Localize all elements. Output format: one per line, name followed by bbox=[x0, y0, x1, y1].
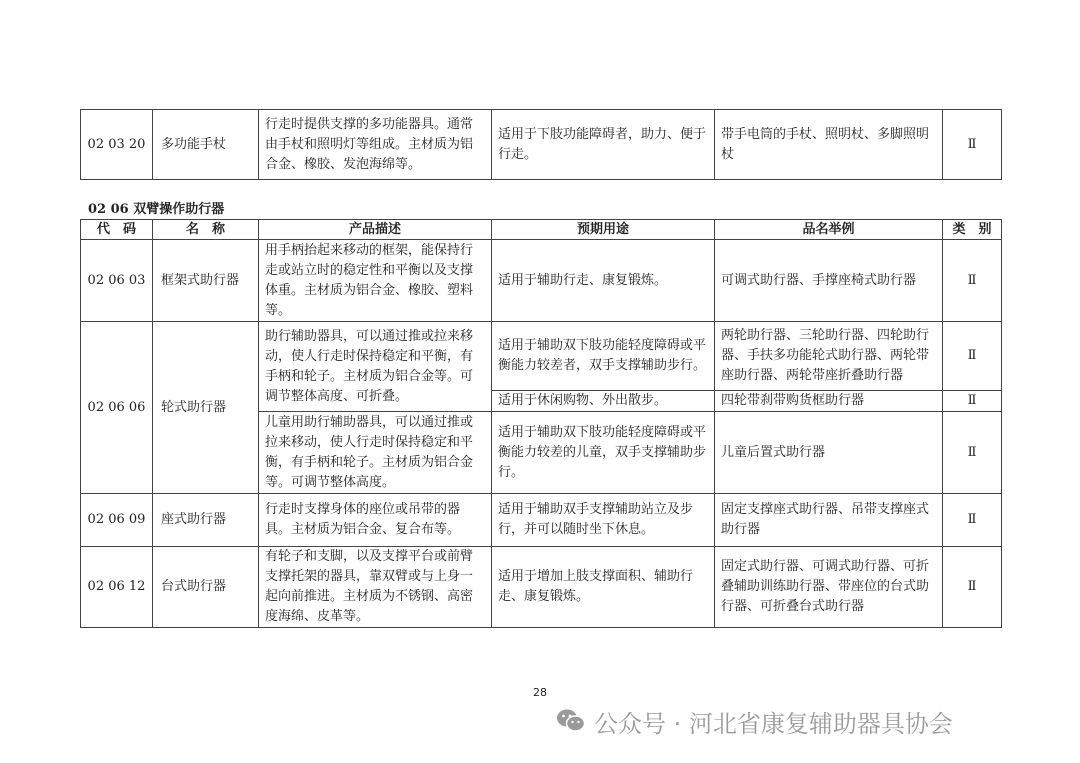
item-class: Ⅱ bbox=[943, 322, 1002, 391]
table-header-row bbox=[81, 220, 1002, 240]
item-description: 助行辅助器具，可以通过推或拉来移动，使人行走时保持稳定和平衡，有手柄和轮子。主材质为铝合金等。可调节整体高度、可折叠。 bbox=[259, 322, 492, 412]
item-code: 02 03 20 bbox=[81, 110, 153, 180]
item-description: 用手柄抬起来移动的框架，能保持行走或站立时的稳定性和平衡以及支撑体重。主材质为铝合金、橡胶、塑料等。 bbox=[259, 240, 492, 322]
item-intended-use: 适用于辅助行走、康复锻炼。 bbox=[492, 240, 715, 322]
header-examples: 品名举例 bbox=[715, 220, 943, 240]
item-class: Ⅱ bbox=[943, 240, 1002, 322]
item-examples: 儿童后置式助行器 bbox=[715, 412, 943, 494]
item-description: 行走时支撑身体的座位或吊带的器具。主材质为铝合金、复合布等。 bbox=[259, 494, 492, 547]
item-name: 轮式助行器 bbox=[153, 322, 259, 494]
item-description: 儿童用助行辅助器具，可以通过推或拉来移动，使人行走时保持稳定和平衡，有手柄和轮子。主材质为铝合金等。可调节整体高度。 bbox=[259, 412, 492, 494]
item-description: 行走时提供支撑的多功能器具。通常由手杖和照明灯等组成。主材质为铝合金、橡胶、发泡海绵等。 bbox=[259, 110, 492, 180]
table-row bbox=[81, 494, 1002, 547]
item-examples: 固定式助行器、可调式助行器、可折叠辅助训练助行器、带座位的台式助行器、可折叠台式助行器 bbox=[715, 547, 943, 628]
item-class: Ⅱ bbox=[943, 412, 1002, 494]
item-intended-use: 适用于辅助双手支撑辅助站立及步行，并可以随时坐下休息。 bbox=[492, 494, 715, 547]
item-name: 框架式助行器 bbox=[153, 240, 259, 322]
watermark bbox=[556, 703, 953, 739]
header-class: 类 别 bbox=[943, 220, 1002, 240]
item-examples: 带手电筒的手杖、照明杖、多脚照明杖 bbox=[715, 110, 943, 180]
item-examples: 四轮带刹带购货框助行器 bbox=[715, 391, 943, 412]
item-examples: 两轮助行器、三轮助行器、四轮助行器、手扶多功能轮式助行器、两轮带座助行器、两轮带座折叠助行器 bbox=[715, 322, 943, 391]
item-name: 台式助行器 bbox=[153, 547, 259, 628]
header-name: 名 称 bbox=[153, 220, 259, 240]
item-code: 02 06 03 bbox=[81, 240, 153, 322]
header-intended-use: 预期用途 bbox=[492, 220, 715, 240]
table-row bbox=[81, 240, 1002, 322]
item-code: 02 06 12 bbox=[81, 547, 153, 628]
item-intended-use: 适用于辅助双下肢功能轻度障碍或平衡能力较差的儿童，双手支撑辅助步行。 bbox=[492, 412, 715, 494]
item-name: 座式助行器 bbox=[153, 494, 259, 547]
item-code: 02 06 09 bbox=[81, 494, 153, 547]
section-title: 02 06 双臂操作助行器 bbox=[88, 202, 225, 217]
header-code: 代 码 bbox=[81, 220, 153, 240]
item-intended-use: 适用于辅助双下肢功能轻度障碍或平衡能力较差者，双手支撑辅助步行。 bbox=[492, 322, 715, 391]
item-intended-use: 适用于休闲购物、外出散步。 bbox=[492, 391, 715, 412]
wechat-icon bbox=[556, 708, 586, 734]
top-table bbox=[80, 109, 1002, 180]
item-class: Ⅱ bbox=[943, 494, 1002, 547]
item-intended-use: 适用于增加上肢支撑面积、辅助行走、康复锻炼。 bbox=[492, 547, 715, 628]
watermark-text: 公众号 · 河北省康复辅助器具协会 bbox=[594, 709, 953, 738]
item-name: 多功能手杖 bbox=[153, 110, 259, 180]
item-intended-use: 适用于下肢功能障碍者，助力、便于行走。 bbox=[492, 110, 715, 180]
main-table bbox=[80, 219, 1002, 628]
item-class: Ⅱ bbox=[943, 547, 1002, 628]
item-code: 02 06 06 bbox=[81, 322, 153, 494]
table-row bbox=[81, 322, 1002, 391]
item-class: Ⅱ bbox=[943, 391, 1002, 412]
item-description: 有轮子和支脚，以及支撑平台或前臂支撑托架的器具，靠双臂或与上身一起向前推进。主材质为不锈钢、高密度海绵、皮革等。 bbox=[259, 547, 492, 628]
item-examples: 固定支撑座式助行器、吊带支撑座式助行器 bbox=[715, 494, 943, 547]
header-description: 产品描述 bbox=[259, 220, 492, 240]
table-row bbox=[81, 547, 1002, 628]
item-class: Ⅱ bbox=[943, 110, 1002, 180]
item-examples: 可调式助行器、手撑座椅式助行器 bbox=[715, 240, 943, 322]
table-row bbox=[81, 110, 1002, 180]
page-number: 28 bbox=[533, 686, 547, 699]
